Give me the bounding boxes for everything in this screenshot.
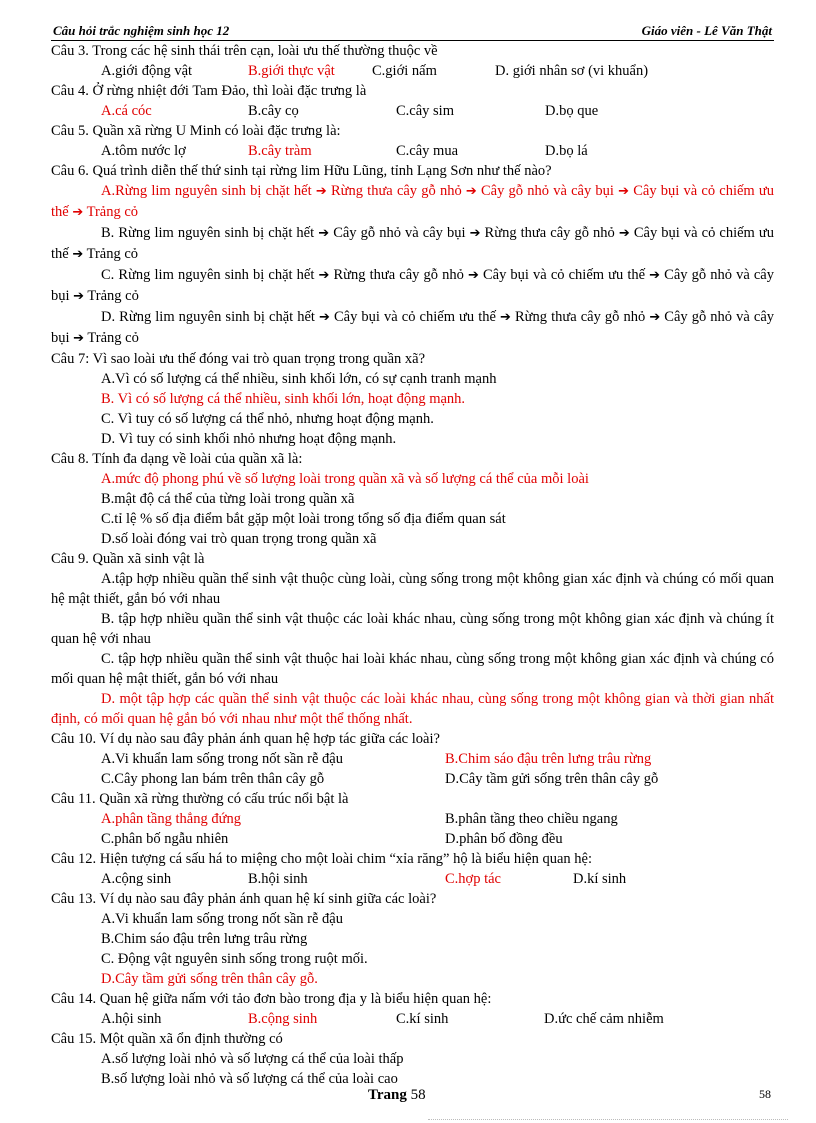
- option-d: D.Cây tầm gửi sống trên thân cây gỗ: [445, 771, 659, 787]
- question-11: [51, 789, 774, 849]
- question-5: [51, 121, 774, 161]
- question-stem: Câu 11. Quần xã rừng thường có cấu trúc nổi bật là: [51, 791, 349, 807]
- question-12: [51, 849, 774, 889]
- option-b: B.Chim sáo đậu trên lưng trâu rừng: [101, 931, 308, 947]
- question-13: [51, 889, 774, 989]
- option-c: C. Động vật nguyên sinh sống trong ruột mối.: [101, 951, 368, 967]
- option-a-answer: A.mức độ phong phú về số lượng loài trong quần xã và số lượng cá thể của mỗi loài: [101, 471, 589, 487]
- option-c: C.phân bố ngẫu nhiên: [101, 831, 229, 847]
- question-stem: Câu 4. Ở rừng nhiệt đới Tam Đảo, thì loài đặc trưng là: [51, 83, 367, 99]
- question-stem: Câu 9. Quần xã sinh vật là: [51, 551, 205, 567]
- option-d: D.kí sinh: [573, 871, 627, 887]
- question-stem: Câu 10. Ví dụ nào sau đây phản ánh quan hệ hợp tác giữa các loài?: [51, 731, 440, 747]
- option-a: A.cộng sinh: [101, 871, 172, 887]
- option-c: C.giới nấm: [372, 63, 437, 79]
- option-c: C. tập hợp nhiều quần thể sinh vật thuộc hai loài khác nhau, cùng sống trong một không gian xác định và chúng có mối quan hệ mật thiết, gắn bó với nhau: [51, 651, 774, 687]
- right-arrow-icon: ➔: [618, 184, 630, 199]
- option-a: A.số lượng loài nhỏ và số lượng cá thể của loài thấp: [101, 1051, 404, 1067]
- footer-divider: [428, 1119, 788, 1120]
- option-a: A.Vi khuẩn lam sống trong nốt sần rễ đậu: [101, 911, 343, 927]
- question-list: [51, 41, 774, 1089]
- option-b-answer: B. Vì có số lượng cá thể nhiều, sinh khối lớn, hoạt động mạnh.: [101, 391, 466, 407]
- question-stem: Câu 15. Một quần xã ổn định thường có: [51, 1031, 283, 1047]
- option-a-answer: A.phân tầng thẳng đứng: [101, 811, 241, 827]
- right-arrow-icon: ➔: [319, 310, 330, 325]
- option-c: C.Cây phong lan bám trên thân cây gỗ: [101, 771, 325, 787]
- option-d: D.phân bố đồng đều: [445, 831, 563, 847]
- option-d: D.ức chế cảm nhiễm: [544, 1011, 664, 1027]
- right-arrow-icon: ➔: [649, 310, 661, 325]
- right-arrow-icon: ➔: [72, 247, 84, 262]
- right-arrow-icon: ➔: [318, 226, 330, 241]
- option-d-answer: D.Cây tầm gửi sống trên thân cây gỗ.: [101, 971, 318, 987]
- right-arrow-icon: ➔: [315, 184, 327, 199]
- right-arrow-icon: ➔: [618, 226, 630, 241]
- option-d: D.số loài đóng vai trò quan trọng trong quần xã: [101, 531, 377, 547]
- question-8: [51, 449, 774, 549]
- question-3: [51, 41, 774, 81]
- question-14: [51, 989, 774, 1029]
- question-stem: Câu 3. Trong các hệ sinh thái trên cạn, loài ưu thế thường thuộc về: [51, 43, 438, 59]
- option-b-answer: B.Chim sáo đậu trên lưng trâu rừng: [445, 751, 652, 767]
- question-stem: Câu 14. Quan hệ giữa nấm với tảo đơn bào trong địa y là biểu hiện quan hệ:: [51, 991, 492, 1007]
- right-arrow-icon: ➔: [72, 205, 84, 220]
- footer-page-number: 58: [410, 1087, 426, 1103]
- question-7: [51, 349, 774, 449]
- option-c: C.cây mua: [396, 143, 459, 159]
- option-a: A.Vì có số lượng cá thể nhiều, sinh khối lớn, có sự cạnh tranh mạnh: [101, 371, 497, 387]
- option-c: C. Rừng lim nguyên sinh bị chặt hết ➔ Rừng thưa cây gỗ nhỏ ➔ Cây bụi và cỏ chiếm ưu thế ➔ Cây gỗ nhỏ và cây bụi ➔ Trảng cỏ: [51, 267, 774, 304]
- option-b: B. Rừng lim nguyên sinh bị chặt hết ➔ Cây gỗ nhỏ và cây bụi ➔ Rừng thưa cây gỗ nhỏ ➔ Cây bụi và cỏ chiếm ưu thế ➔ Trảng cỏ: [51, 225, 774, 262]
- option-c: C.kí sinh: [396, 1011, 449, 1027]
- page-header: [51, 20, 774, 41]
- right-arrow-icon: ➔: [500, 310, 511, 325]
- right-arrow-icon: ➔: [465, 184, 477, 199]
- option-d: D. Vì tuy có sinh khối nhỏ nhưng hoạt động mạnh.: [101, 431, 397, 447]
- right-arrow-icon: ➔: [469, 226, 481, 241]
- question-10: [51, 729, 774, 789]
- option-d: D.bọ que: [545, 103, 599, 119]
- option-a: A.tập hợp nhiều quần thể sinh vật thuộc cùng loài, cùng sống trong một không gian xác định và chúng có mối quan hệ mật thiết, gắn bó với nhau: [51, 571, 774, 607]
- option-b-answer: B.cây tràm: [248, 143, 312, 159]
- option-b: B. tập hợp nhiều quần thể sinh vật thuộc các loài khác nhau, cùng sống trong một không gian xác định và chúng ít quan hệ với nhau: [51, 611, 774, 647]
- option-c: C.tỉ lệ % số địa điểm bắt gặp một loài trong tổng số địa điểm quan sát: [101, 511, 506, 527]
- question-stem: Câu 6. Quá trình diễn thế thứ sinh tại rừng lim Hữu Lũng, tỉnh Lạng Sơn như thế nào?: [51, 163, 552, 179]
- question-stem: Câu 13. Ví dụ nào sau đây phản ánh quan hệ kí sinh giữa các loài?: [51, 891, 437, 907]
- option-a: A.tôm nước lợ: [101, 143, 186, 159]
- option-a: A.Vi khuẩn lam sống trong nốt sần rễ đậu: [101, 751, 343, 767]
- option-c: C. Vì tuy có số lượng cá thể nhỏ, nhưng hoạt động mạnh.: [101, 411, 434, 427]
- option-b: B.hội sinh: [248, 871, 308, 887]
- option-a: A.hội sinh: [101, 1011, 162, 1027]
- header-title: Câu hỏi trắc nghiệm sinh học 12: [53, 23, 230, 38]
- header-author: Giáo viên - Lê Văn Thật: [641, 23, 772, 38]
- footer-label: Trang: [368, 1087, 407, 1103]
- option-c-answer: C.hợp tác: [445, 871, 501, 887]
- option-c: C.cây sim: [396, 103, 454, 119]
- right-arrow-icon: ➔: [467, 268, 479, 283]
- question-stem: Câu 5. Quần xã rừng U Minh có loài đặc trưng là:: [51, 123, 341, 139]
- option-d-answer: D. một tập hợp các quần thể sinh vật thuộc các loài khác nhau, cùng sống trong một không gian và thời gian nhất định, có mối quan hệ gắn bó với nhau như một thể thống nhất.: [51, 691, 774, 727]
- option-a-answer: A.Rừng lim nguyên sinh bị chặt hết ➔ Rừng thưa cây gỗ nhỏ ➔ Cây gỗ nhỏ và cây bụi ➔ Cây bụi và cỏ chiếm ưu thế ➔ Trảng cỏ: [51, 183, 774, 220]
- question-stem: Câu 7: Vì sao loài ưu thế đóng vai trò quan trọng trong quần xã?: [51, 351, 426, 367]
- option-d: D. giới nhân sơ (vi khuẩn): [495, 63, 649, 79]
- right-arrow-icon: ➔: [73, 331, 85, 346]
- option-b-answer: B.cộng sinh: [248, 1011, 318, 1027]
- option-a-answer: A.cá cóc: [101, 103, 152, 119]
- option-b-answer: B.giới thực vật: [248, 63, 335, 79]
- option-b: B.số lượng loài nhỏ và số lượng cá thể của loài cao: [101, 1071, 398, 1087]
- page-footer: [368, 1087, 426, 1104]
- right-arrow-icon: ➔: [73, 289, 85, 304]
- right-arrow-icon: ➔: [649, 268, 661, 283]
- corner-page-number: 58: [759, 1087, 771, 1101]
- option-a: A.giới động vật: [101, 63, 193, 79]
- question-6: [51, 161, 774, 349]
- option-b: B.cây cọ: [248, 103, 299, 119]
- question-stem: Câu 12. Hiện tượng cá sấu há to miệng cho một loài chim “xỉa răng” hộ là biểu hiện quan hệ:: [51, 851, 593, 867]
- option-b: B.phân tầng theo chiều ngang: [445, 811, 618, 827]
- question-15: [51, 1029, 774, 1089]
- option-d: D. Rừng lim nguyên sinh bị chặt hết ➔ Cây bụi và cỏ chiếm ưu thế ➔ Rừng thưa cây gỗ nhỏ ➔ Cây gỗ nhỏ và cây bụi ➔ Trảng cỏ: [51, 309, 774, 346]
- question-4: [51, 81, 774, 121]
- question-stem: Câu 8. Tính đa dạng về loài của quần xã là:: [51, 451, 303, 467]
- option-d: D.bọ lá: [545, 143, 588, 159]
- question-9: [51, 549, 774, 729]
- right-arrow-icon: ➔: [318, 268, 330, 283]
- option-b: B.mật độ cá thể của từng loài trong quần xã: [101, 491, 355, 507]
